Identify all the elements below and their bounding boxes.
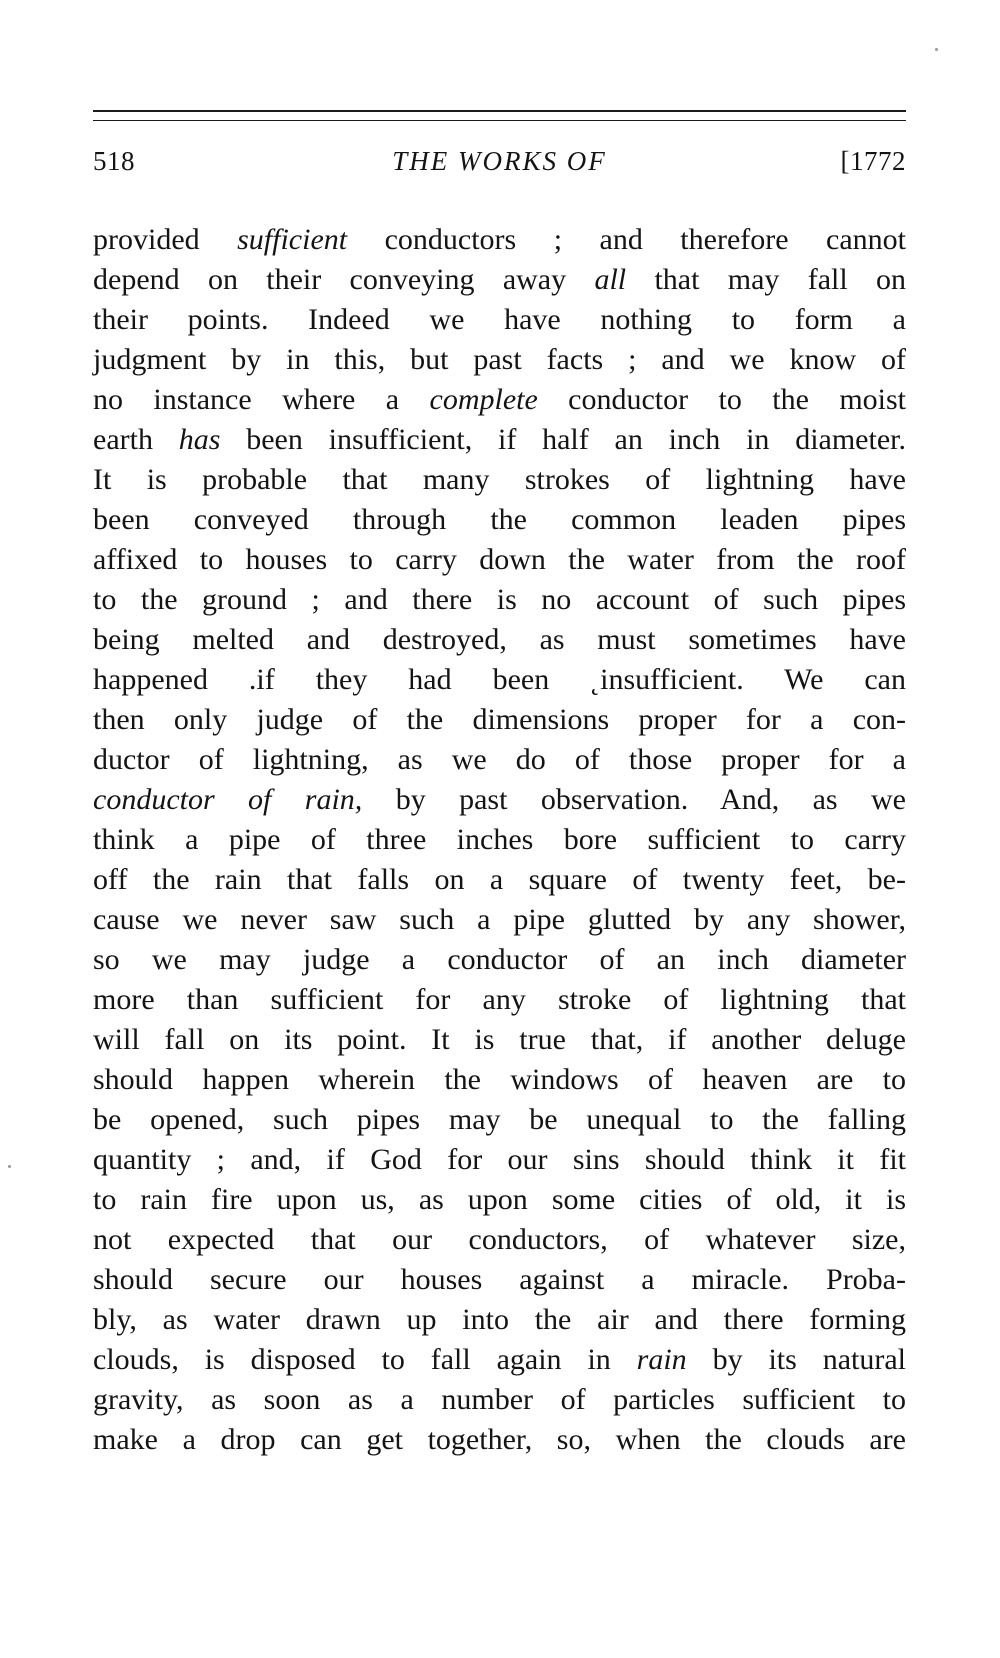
text-run: earth: [93, 423, 179, 456]
text-run: been insufficient, if half an inch in diameter.: [220, 423, 906, 456]
text-line: [93, 1380, 906, 1420]
running-header: [93, 146, 906, 186]
text-line: [93, 860, 906, 900]
text-run: bly, as water drawn up into the air and there forming: [93, 1303, 906, 1336]
scan-speck: [8, 1165, 11, 1168]
text-line: [93, 380, 906, 420]
page-number: 518: [93, 146, 135, 176]
header-rule-thin: [93, 120, 906, 121]
text-run: conductors ; and therefore cannot: [347, 223, 907, 256]
text-run: will fall on its point. It is true that, if another deluge: [93, 1023, 906, 1056]
text-run: not expected that our conductors, of whatever size,: [93, 1223, 906, 1256]
scan-speck: [935, 48, 938, 51]
text-run: by past observation. And, as we: [362, 783, 906, 816]
text-run: gravity, as soon as a number of particles sufficient to: [93, 1383, 906, 1416]
text-line: [93, 1140, 906, 1180]
text-line: [93, 1180, 906, 1220]
text-line: [93, 780, 906, 820]
text-run: by its natural: [686, 1343, 906, 1376]
text-run: affixed to houses to carry down the water from the roof: [93, 543, 906, 576]
text-run: ductor of lightning, as we do of those proper for a: [93, 743, 906, 776]
text-line: [93, 1060, 906, 1100]
text-run: happened .if they had been ˛insufficient. We can: [93, 663, 906, 696]
text-line: [93, 940, 906, 980]
text-run: so we may judge a conductor of an inch diameter: [93, 943, 906, 976]
text-run: then only judge of the dimensions proper for a con-: [93, 703, 906, 736]
text-run: It is probable that many strokes of lightning have: [93, 463, 906, 496]
text-run: conductor to the moist: [537, 383, 906, 416]
text-run: that may fall on: [626, 263, 906, 296]
italic-text: rain: [636, 1343, 687, 1376]
text-line: [93, 820, 906, 860]
text-run: should secure our houses against a miracle. Proba-: [93, 1263, 906, 1296]
text-run: should happen wherein the windows of heaven are to: [93, 1063, 906, 1096]
text-line: [93, 900, 906, 940]
text-line: [93, 1340, 906, 1380]
year-marker: [1772: [840, 146, 906, 176]
text-line: [93, 340, 906, 380]
text-line: [93, 1260, 906, 1300]
header-rule-thick: [93, 110, 906, 112]
text-run: cause we never saw such a pipe glutted by any shower,: [93, 903, 906, 936]
text-run: to rain fire upon us, as upon some cities of old, it is: [93, 1183, 906, 1216]
text-run: judgment by in this, but past facts ; and we know of: [93, 343, 906, 376]
text-line: [93, 540, 906, 580]
text-line: [93, 700, 906, 740]
text-run: to the ground ; and there is no account of such pipes: [93, 583, 906, 616]
text-line: [93, 580, 906, 620]
text-run: quantity ; and, if God for our sins should think it fit: [93, 1143, 906, 1176]
italic-text: all: [594, 263, 627, 296]
running-title: THE WORKS OF: [392, 146, 607, 176]
text-line: [93, 620, 906, 660]
text-run: think a pipe of three inches bore sufficient to carry: [93, 823, 906, 856]
text-line: [93, 420, 906, 460]
text-line: [93, 1020, 906, 1060]
text-line: [93, 500, 906, 540]
text-line: [93, 980, 906, 1020]
text-line: [93, 1300, 906, 1340]
italic-text: complete: [429, 383, 538, 416]
text-line: [93, 660, 906, 700]
text-line: [93, 1220, 906, 1260]
text-run: more than sufficient for any stroke of lightning that: [93, 983, 906, 1016]
text-run: their points. Indeed we have nothing to form a: [93, 303, 906, 336]
text-run: make a drop can get together, so, when the clouds are: [93, 1423, 906, 1456]
text-line: [93, 260, 906, 300]
text-run: clouds, is disposed to fall again in: [93, 1343, 637, 1376]
text-line: [93, 1100, 906, 1140]
text-run: no instance where a: [93, 383, 430, 416]
text-line: [93, 220, 906, 260]
text-line: [93, 300, 906, 340]
text-run: provided: [93, 223, 238, 256]
text-run: being melted and destroyed, as must sometimes have: [93, 623, 906, 656]
italic-text: sufficient: [237, 223, 348, 256]
body-text: [93, 220, 906, 1460]
text-run: depend on their conveying away: [93, 263, 595, 296]
text-line: [93, 1420, 906, 1460]
text-run: off the rain that falls on a square of twenty feet, be-: [93, 863, 906, 896]
italic-text: has: [178, 423, 221, 456]
italic-text: conductor of rain,: [93, 783, 363, 816]
text-line: [93, 740, 906, 780]
text-line: [93, 460, 906, 500]
text-run: been conveyed through the common leaden pipes: [93, 503, 906, 536]
text-run: be opened, such pipes may be unequal to the falling: [93, 1103, 906, 1136]
